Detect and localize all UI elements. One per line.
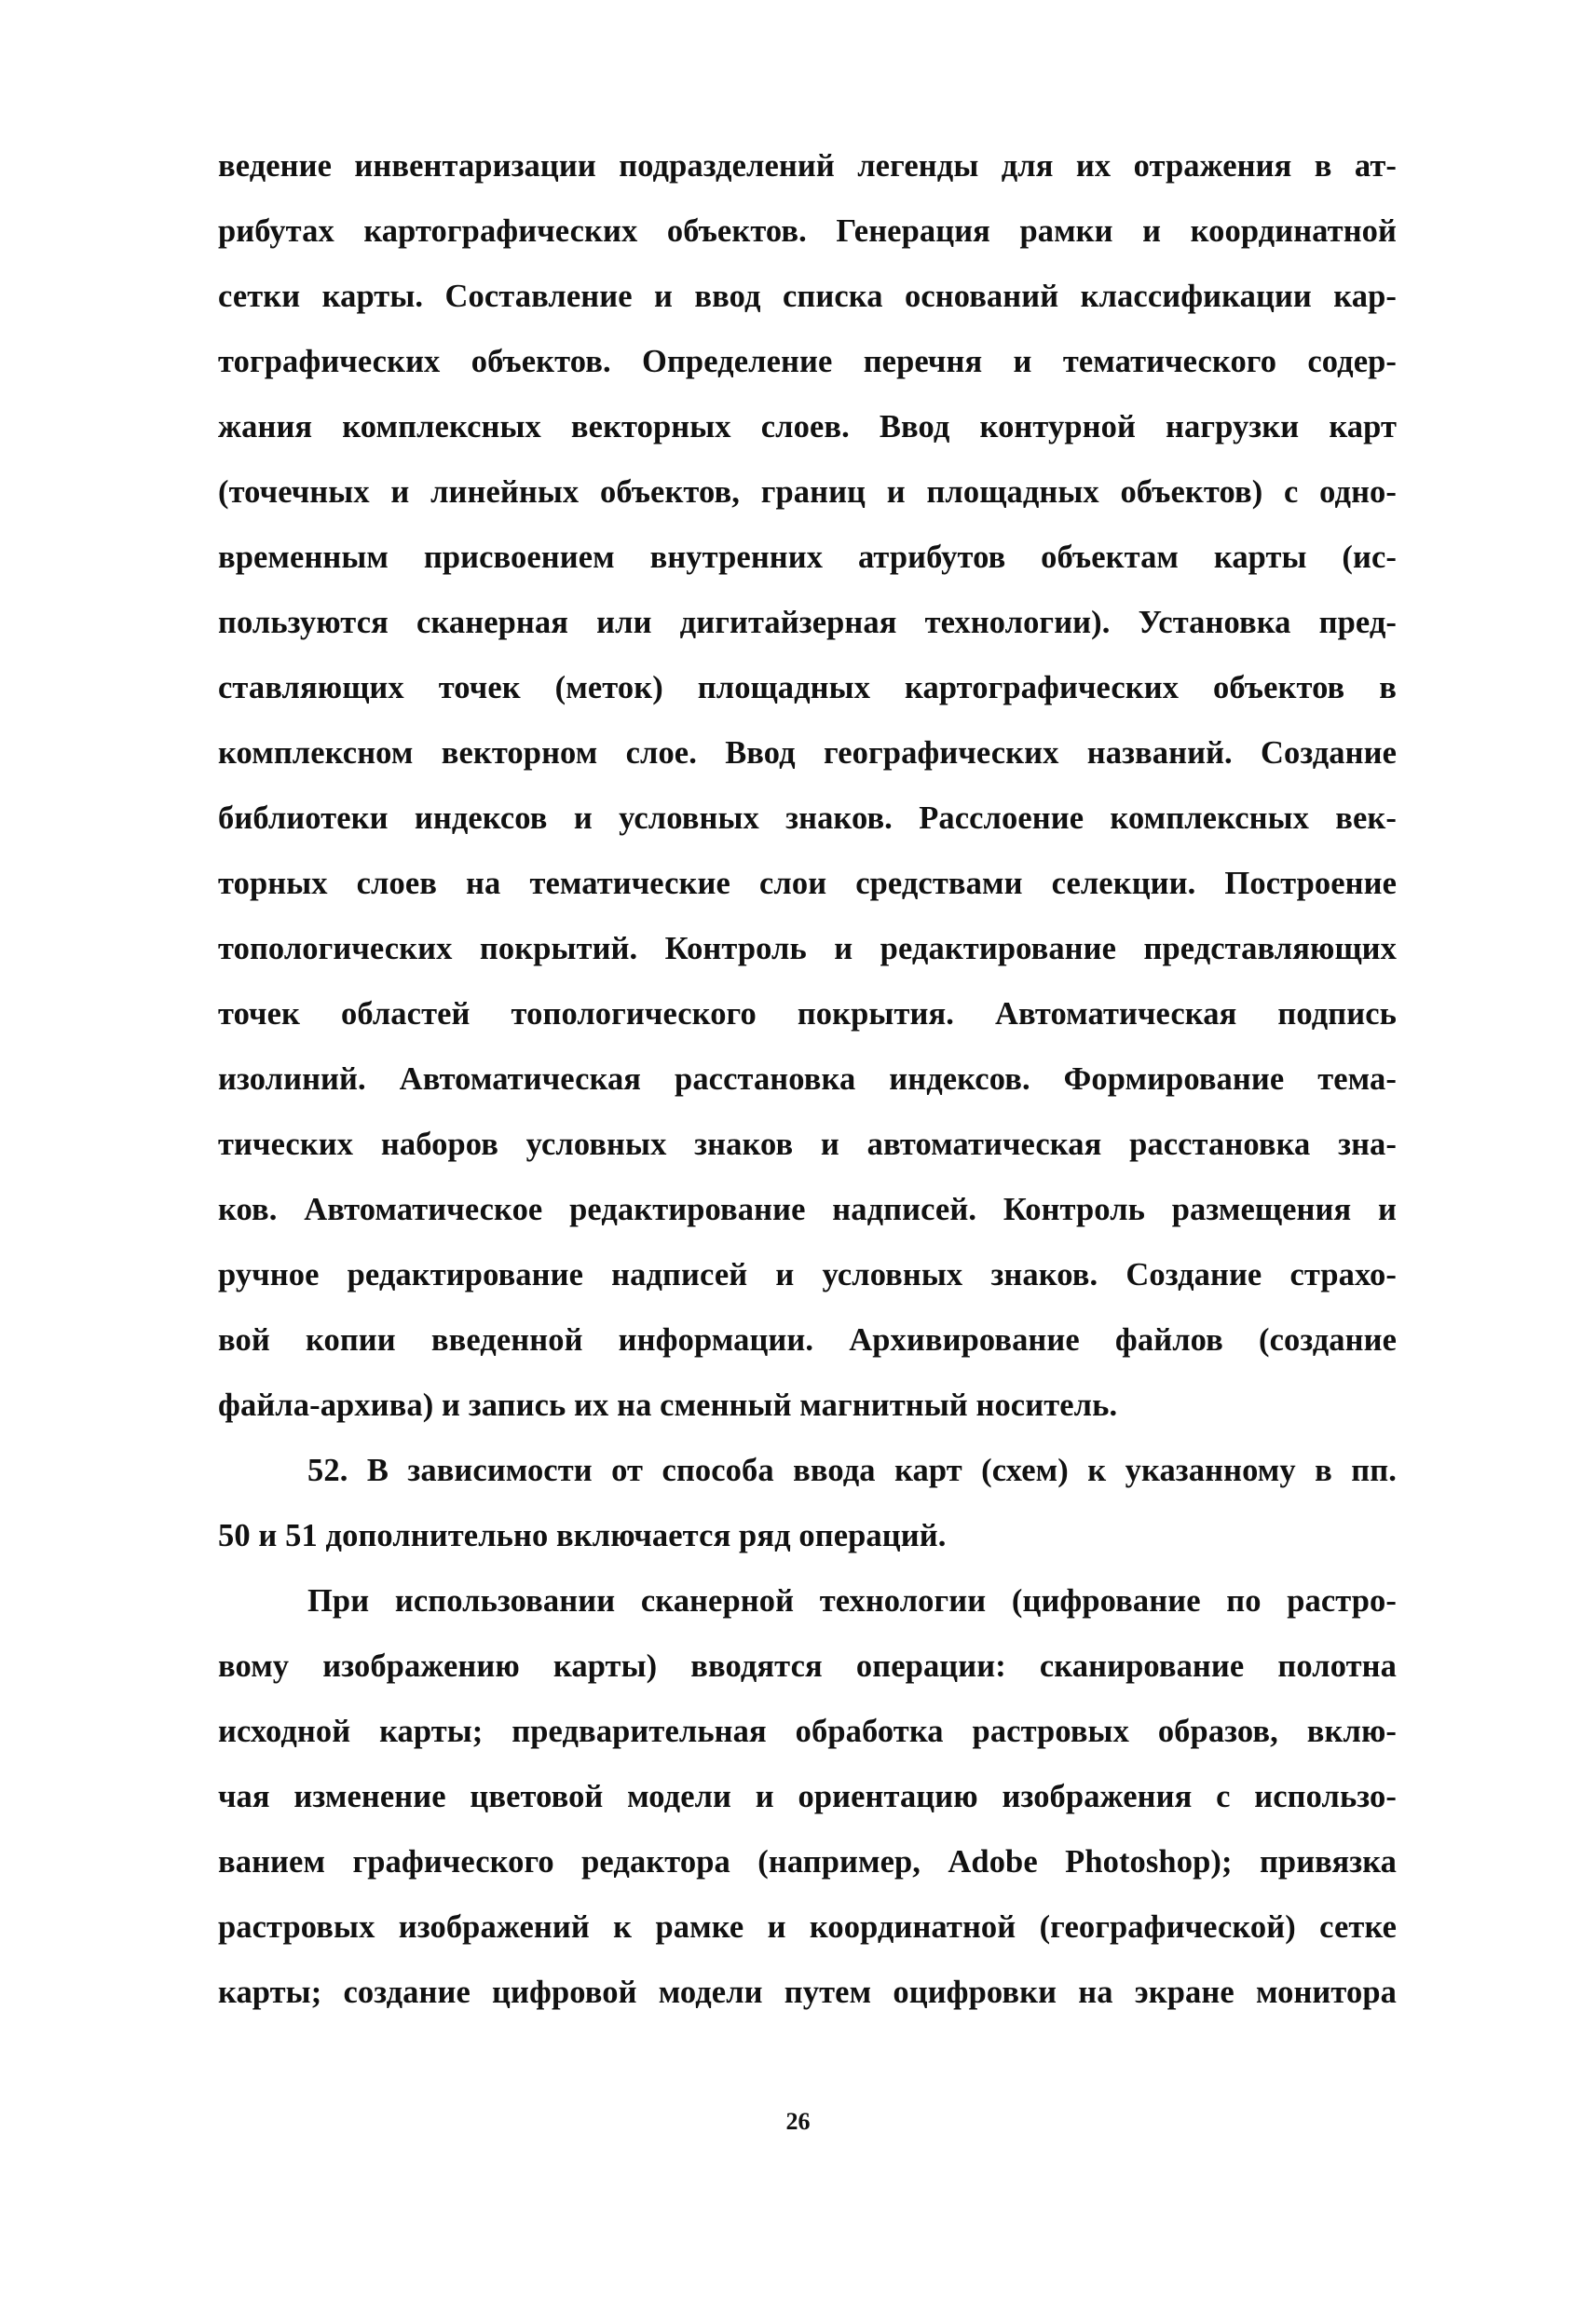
text-line: карты; создание цифровой модели путем оцифровки на экране монитора bbox=[218, 1975, 1397, 2010]
text-line: сетки карты. Составление и ввод списка оснований классификации кар- bbox=[218, 279, 1397, 314]
text-line: пользуются сканерная или дигитайзерная технологии). Установка пред- bbox=[218, 605, 1397, 640]
text-line: растровых изображений к рамке и координатной (географической) сетке bbox=[218, 1909, 1397, 1945]
text-line: вой копии введенной информации. Архивирование файлов (создание bbox=[218, 1322, 1397, 1358]
paragraph-1 bbox=[218, 133, 1397, 1438]
text-line: тографических объектов. Определение перечня и тематического содер- bbox=[218, 344, 1397, 379]
text-line: точек областей топологического покрытия. Автоматическая подпись bbox=[218, 996, 1397, 1032]
text-line: (точечных и линейных объектов, границ и площадных объектов) с одно- bbox=[218, 474, 1397, 510]
text-line: 52. В зависимости от способа ввода карт (схем) к указанному в пп. bbox=[307, 1453, 1397, 1488]
page-number: 26 bbox=[785, 2108, 811, 2135]
text-line: комплексном векторном слое. Ввод географических названий. Создание bbox=[218, 735, 1397, 771]
text-line: вому изображению карты) вводятся операции: сканирование полотна bbox=[218, 1648, 1397, 1684]
text-line: изолиний. Автоматическая расстановка индексов. Формирование тема- bbox=[218, 1061, 1397, 1097]
text-line: ставляющих точек (меток) площадных картографических объектов в bbox=[218, 670, 1397, 705]
paragraph-3 bbox=[218, 1568, 1397, 2025]
text-line: ков. Автоматическое редактирование надписей. Контроль размещения и bbox=[218, 1192, 1397, 1227]
text-line: 50 и 51 дополнительно включается ряд операций. bbox=[218, 1518, 947, 1553]
paragraph-2 bbox=[218, 1438, 1397, 1568]
text-line: библиотеки индексов и условных знаков. Расслоение комплексных век- bbox=[218, 800, 1397, 836]
text-line: При использовании сканерной технологии (цифрование по растро- bbox=[307, 1583, 1397, 1619]
text-line: тических наборов условных знаков и автоматическая расстановка зна- bbox=[218, 1127, 1397, 1162]
text-line: файла-архива) и запись их на сменный магнитный носитель. bbox=[218, 1388, 1118, 1423]
text-line: торных слоев на тематические слои средствами селекции. Построение bbox=[218, 866, 1397, 901]
text-line: временным присвоением внутренних атрибутов объектам карты (ис- bbox=[218, 540, 1397, 575]
text-line: ручное редактирование надписей и условных знаков. Создание страхо- bbox=[218, 1257, 1397, 1292]
text-line: рибутах картографических объектов. Генерация рамки и координатной bbox=[218, 213, 1397, 249]
text-line: ведение инвентаризации подразделений легенды для их отражения в ат- bbox=[218, 148, 1397, 184]
text-line: исходной карты; предварительная обработка растровых образов, вклю- bbox=[218, 1714, 1397, 1749]
text-line: ванием графического редактора (например, Adobe Photoshop); привязка bbox=[218, 1844, 1397, 1880]
body-text bbox=[218, 133, 1397, 2025]
text-line: жания комплексных векторных слоев. Ввод контурной нагрузки карт bbox=[218, 409, 1397, 444]
text-line: чая изменение цветовой модели и ориентацию изображения с использо- bbox=[218, 1779, 1397, 1814]
text-line: топологических покрытий. Контроль и редактирование представляющих bbox=[218, 931, 1397, 966]
